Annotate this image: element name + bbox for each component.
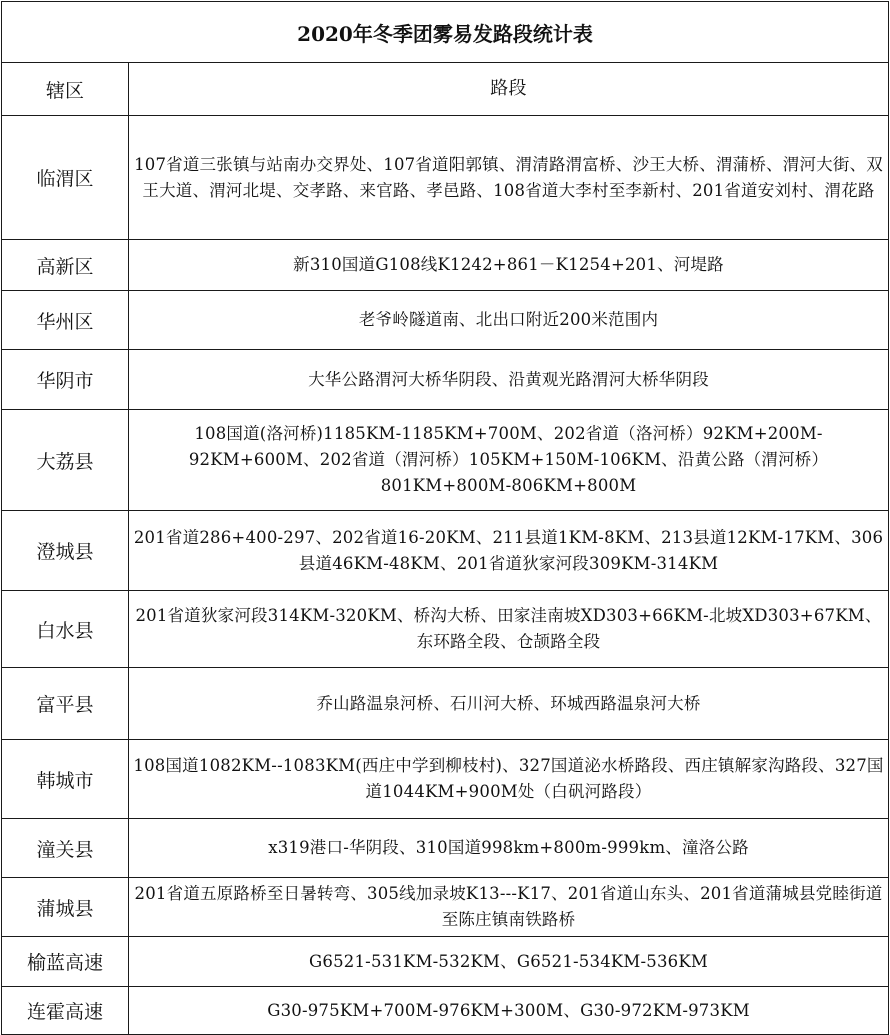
segment-cell: 乔山路温泉河桥、石川河大桥、环城西路温泉河大桥 — [129, 668, 889, 740]
district-cell: 华州区 — [2, 291, 129, 350]
table-row — [2, 291, 889, 350]
table-row — [2, 350, 889, 410]
segment-cell: 107省道三张镇与站南办交界处、107省道阳郭镇、渭清路渭富桥、沙王大桥、渭蒲桥、渭河大街、双王大道、渭河北堤、交孝路、来官路、孝邑路、108省道大李村至李新村、201省道安刘村、渭花路 — [129, 116, 889, 240]
table-row — [2, 668, 889, 740]
district-cell: 榆蓝高速 — [2, 937, 129, 987]
segment-cell: G6521-531KM-532KM、G6521-534KM-536KM — [129, 937, 889, 987]
table-row — [2, 116, 889, 240]
district-cell: 连霍高速 — [2, 987, 129, 1035]
segment-header: 路段 — [129, 63, 889, 116]
segment-cell: 201省道五原路桥至日暑转弯、305线加录坡K13---K17、201省道山东头、201省道蒲城县党睦街道至陈庄镇南铁路桥 — [129, 878, 889, 937]
district-cell: 蒲城县 — [2, 878, 129, 937]
district-cell: 潼关县 — [2, 819, 129, 878]
table-row — [2, 511, 889, 591]
district-cell: 华阴市 — [2, 350, 129, 410]
table-row — [2, 987, 889, 1035]
segment-cell: 201省道286+400-297、202省道16-20KM、211县道1KM-8KM、213县道12KM-17KM、306县道46KM-48KM、201省道狄家河段309KM-314KM — [129, 511, 889, 591]
table-row — [2, 819, 889, 878]
table-row — [2, 240, 889, 291]
district-cell: 高新区 — [2, 240, 129, 291]
table-row — [2, 878, 889, 937]
segment-cell: x319港口-华阴段、310国道998km+800m-999km、潼洛公路 — [129, 819, 889, 878]
table-row — [2, 937, 889, 987]
table-title: 2020年冬季团雾易发路段统计表 — [2, 2, 889, 63]
table-row — [2, 740, 889, 819]
district-cell: 临渭区 — [2, 116, 129, 240]
district-cell: 澄城县 — [2, 511, 129, 591]
title-row — [2, 2, 889, 63]
fog-road-table — [1, 1, 889, 1035]
table-row — [2, 410, 889, 511]
segment-cell: G30-975KM+700M-976KM+300M、G30-972KM-973KM — [129, 987, 889, 1035]
table-row — [2, 591, 889, 668]
segment-cell: 201省道狄家河段314KM-320KM、桥沟大桥、田家洼南坡XD303+66KM-北坡XD303+67KM、东环路全段、仓颉路全段 — [129, 591, 889, 668]
segment-cell: 108国道(洛河桥)1185KM-1185KM+700M、202省道（洛河桥）92KM+200M-92KM+600M、202省道（渭河桥）105KM+150M-106KM、沿黄公路（渭河桥）801KM+800M-806KM+800M — [129, 410, 889, 511]
district-header: 辖区 — [2, 63, 129, 116]
segment-cell: 老爷岭隧道南、北出口附近200米范围内 — [129, 291, 889, 350]
district-cell: 韩城市 — [2, 740, 129, 819]
segment-cell: 108国道1082KM--1083KM(西庄中学到柳枝村)、327国道泌水桥路段、西庄镇解家沟路段、327国道1044KM+900M处（白矾河路段） — [129, 740, 889, 819]
district-cell: 白水县 — [2, 591, 129, 668]
header-row — [2, 63, 889, 116]
district-cell: 大荔县 — [2, 410, 129, 511]
district-cell: 富平县 — [2, 668, 129, 740]
segment-cell: 新310国道G108线K1242+861－K1254+201、河堤路 — [129, 240, 889, 291]
segment-cell: 大华公路渭河大桥华阴段、沿黄观光路渭河大桥华阴段 — [129, 350, 889, 410]
